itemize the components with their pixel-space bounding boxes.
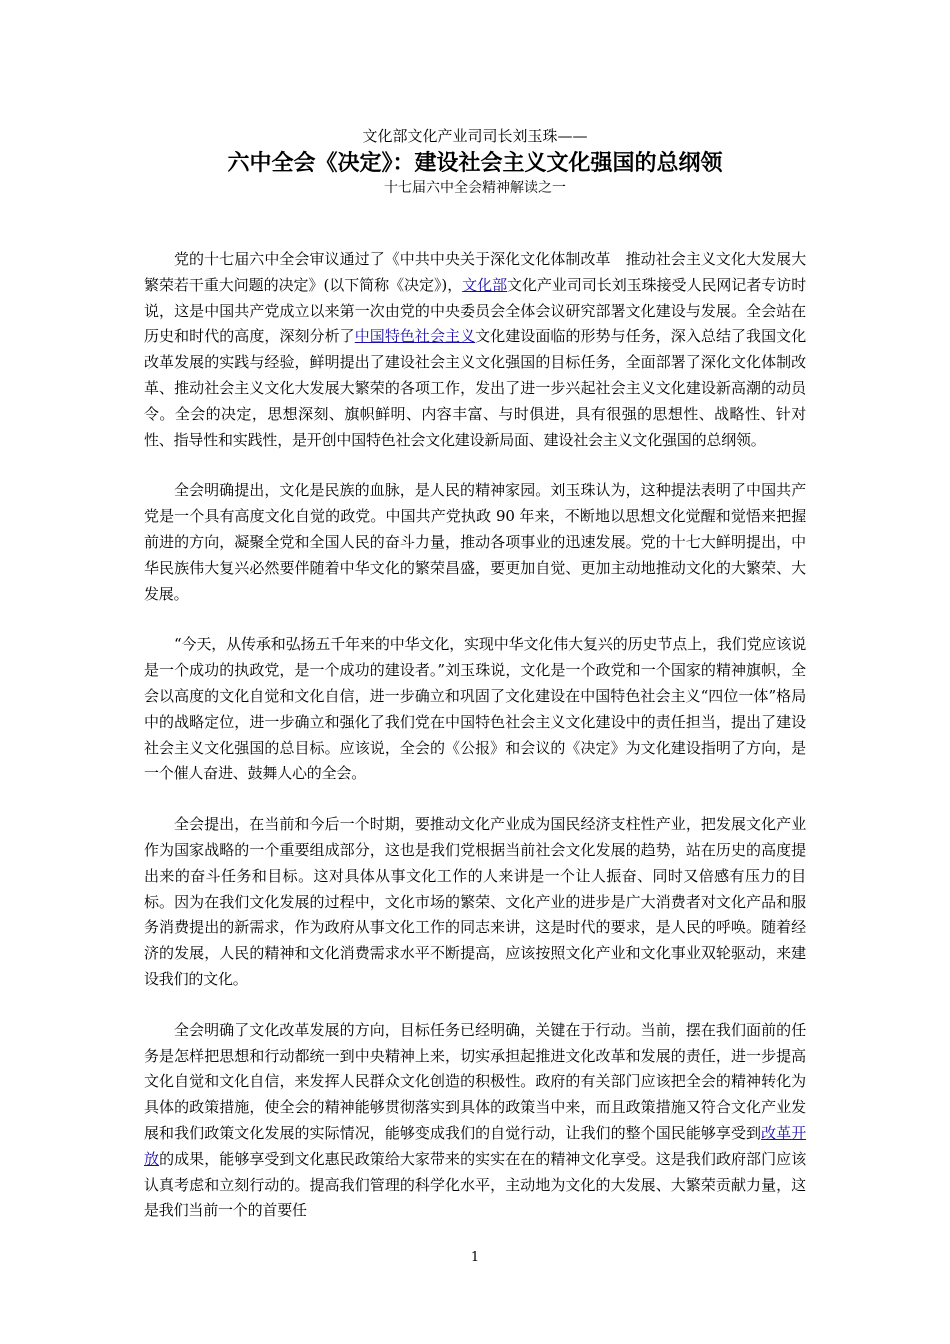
paragraph-4: 全会提出，在当前和今后一个时期，要推动文化产业成为国民经济支柱性产业，把发展文化产业作为国家战略的一个重要组成部分，这也是我们党根据当前社会文化发展的趋势，站在历史的高度提出来的奋斗任务和目标。这对具体从事文化工作的人来讲是一个让人振奋、同时又倍感有压力的目标。因为在我们文化发展的过程中，文化市场的繁荣、文化产业的进步是广大消费者对文化产品和服务消费提出的新需求，作为政府从事文化工作的同志来讲，这是时代的要求，是人民的呼唤。随着经济的发展，人民的精神和文化消费需求水平不断提高，应该按照文化产业和文化事业双轮驱动，来建设我们的文化。 xyxy=(144,815,806,988)
paragraph-5 xyxy=(144,1018,806,1276)
paragraph-1 xyxy=(144,247,806,453)
page-number: 1 xyxy=(470,1250,480,1265)
paragraph-1-text-b: 文化产业司司长刘玉珠接受人民网记者专访时说，这是中国共产党成立以来第一次由党的中央委员会全体会议研究部署文化建设与发展。全会站在历史和时代的高度，深刻分析了 xyxy=(144,275,806,346)
paragraph-1-text-a: 党的十七届六中全会审议通过了《中共中央关于深化文化体制改革 推动社会主义文化大发展大繁荣若干重大问题的决定》(以下简称《决定》)， xyxy=(144,250,806,294)
author-line: 文化部文化产业司司长刘玉珠—— xyxy=(362,127,588,145)
link-socialism-chinese-characteristics[interactable]: 中国特色社会主义 xyxy=(354,327,476,346)
paragraph-2: 全会明确提出，文化是民族的血脉，是人民的精神家园。刘玉珠认为，这种提法表明了中国共产党是一个具有高度文化自觉的政党。中国共产党执政 90 年来，不断地以思想文化觉醒和觉悟来把握前进的方向，凝聚全党和全国人民的奋斗力量，推动各项事业的迅速发展。党的十七大鲜明提出，中华民族伟大复兴必然要伴随着中华文化的繁荣昌盛，要更加自觉、更加主动地推动文化的大繁荣、大发展。 xyxy=(144,481,806,603)
paragraph-5-text-b: 的成果，能够享受到文化惠民政策给大家带来的实实在在的精神文化享受。这是我们政府部门应该认真考虑和立刻行动的。提高我们管理的科学化水平，主动地为文化的大发展、大繁荣贡献力量，这是我们当前一个的首要任 xyxy=(144,1149,806,1220)
article-title: 六中全会《决定》：建设社会主义文化强国的总纲领 xyxy=(227,150,723,176)
paragraph-5-text-a: 全会明确了文化改革发展的方向，目标任务已经明确，关键在于行动。当前，摆在我们面前的任务是怎样把思想和行动都统一到中央精神上来，切实承担起推进文化改革和发展的责任，进一步提高文化自觉和文化自信，来发挥人民群众文化创造的积极性。政府的有关部门应该把全会的精神转化为具体的政策措施，使全会的精神能够贯彻落实到具体的政策当中来，而且政策措施又符合文化产业发展和我们政策文化发展的实际情况，能够变成我们的自觉行动，让我们的整个国民能够享受到 xyxy=(144,1020,806,1142)
link-reform-and-opening[interactable]: 改革开放 xyxy=(144,1123,806,1168)
article-subtitle: 十七届六中全会精神解读之一 xyxy=(384,180,566,196)
link-ministry-of-culture[interactable]: 文化部 xyxy=(462,275,508,294)
paragraph-1-text-c: 文化建设面临的形势与任务，深入总结了我国文化改革发展的实践与经验，鲜明提出了建设社会主义文化强国的目标任务，全面部署了深化文化体制改革、推动社会主义文化大发展大繁荣的各项工作，发出了进一步兴起社会主义文化建设新高潮的动员令。全会的决定，思想深刻、旗帜鲜明、内容丰富、与时俱进，具有很强的思想性、战略性、针对性、指导性和实践性，是开创中国特色社会文化建设新局面、建设社会主义文化强国的总纲领。 xyxy=(144,327,807,449)
article-header xyxy=(0,126,950,197)
article-body xyxy=(144,247,806,1301)
paragraph-3: “今天，从传承和弘扬五千年来的中华文化，实现中华文化伟大复兴的历史节点上，我们党应该说是一个成功的执政党，是一个成功的建设者。”刘玉珠说，文化是一个政党和一个国家的精神旗帜，全会以高度的文化自觉和文化自信，进一步确立和巩固了文化建设在中国特色社会主义“四位一体”格局中的战略定位，进一步确立和强化了我们党在中国特色社会主义文化建设中的责任担当，提出了建设社会主义文化强国的总目标。应该说，全会的《公报》和会议的《决定》为文化建设指明了方向，是一个催人奋进、鼓舞人心的全会。 xyxy=(144,635,806,783)
